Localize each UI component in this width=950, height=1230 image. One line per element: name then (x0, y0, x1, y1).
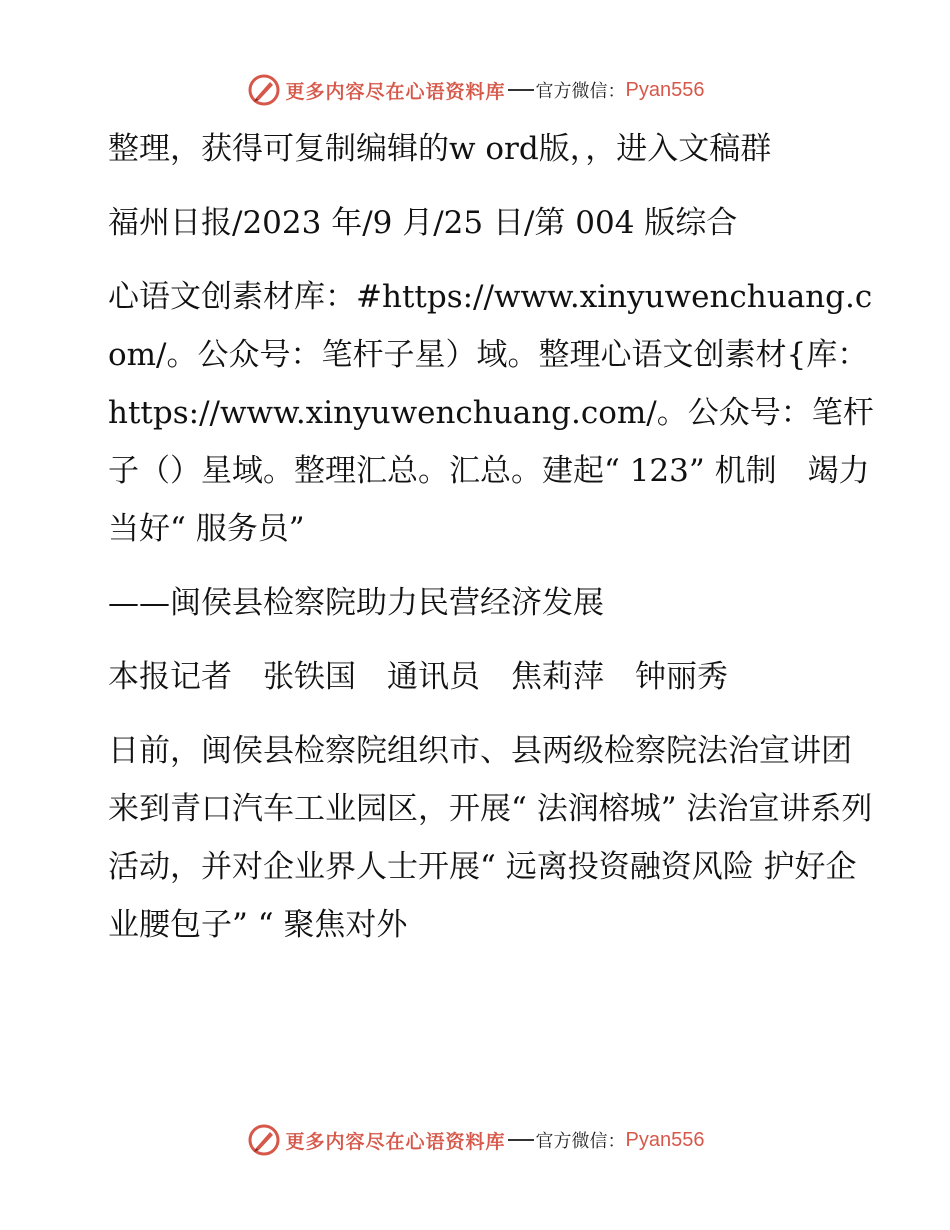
pen-logo-icon (246, 1122, 282, 1158)
doc-body-paragraph: 日前，闽侯县检察院组织市、县两级检察院法治宣讲团来到青口汽车工业园区，开展“ 法润榕城” 法治宣讲系列活动，并对企业界人士开展“ 远离投资融资风险 护好企业腰包子” “ 聚焦对外 (108, 733, 873, 943)
doc-intro-paragraph: 整理，获得可复制编辑的w ord版，，进入文稿群 (108, 131, 772, 167)
banner-dash (508, 89, 534, 91)
doc-headline-paragraph: 心语文创素材库：#https://www.xinyuwenchuang.com/。公众号：笔杆子星）域。整理心语文创素材{库：https://www.xinyuwenchuang.com/。公众号：笔杆子（）星域。整理汇总。汇总。建起“ 123” 机制 竭力当好“ 服务员” (108, 279, 874, 547)
banner-wechat-label: 官方微信： (535, 1131, 626, 1152)
banner-wechat-handle: Pyan556 (625, 1128, 705, 1151)
footer-banner (0, 1118, 950, 1162)
banner-brand: 更多内容尽在心语资料库 (285, 1130, 506, 1153)
header-banner (0, 68, 950, 112)
pen-logo-icon (246, 72, 282, 108)
banner-wechat-label: 官方微信： (535, 81, 626, 102)
banner-brand: 更多内容尽在心语资料库 (285, 80, 506, 103)
doc-subtitle: ——闽侯县检察院助力民营经济发展 (108, 585, 604, 621)
doc-source-line: 福州日报/2023 年/9 月/25 日/第 004 版综合 (108, 205, 738, 241)
banner-dash (508, 1139, 534, 1141)
banner-wechat-handle: Pyan556 (625, 78, 705, 101)
doc-byline: 本报记者 张铁国 通讯员 焦莉萍 钟丽秀 (108, 659, 728, 695)
document-body (96, 120, 876, 970)
